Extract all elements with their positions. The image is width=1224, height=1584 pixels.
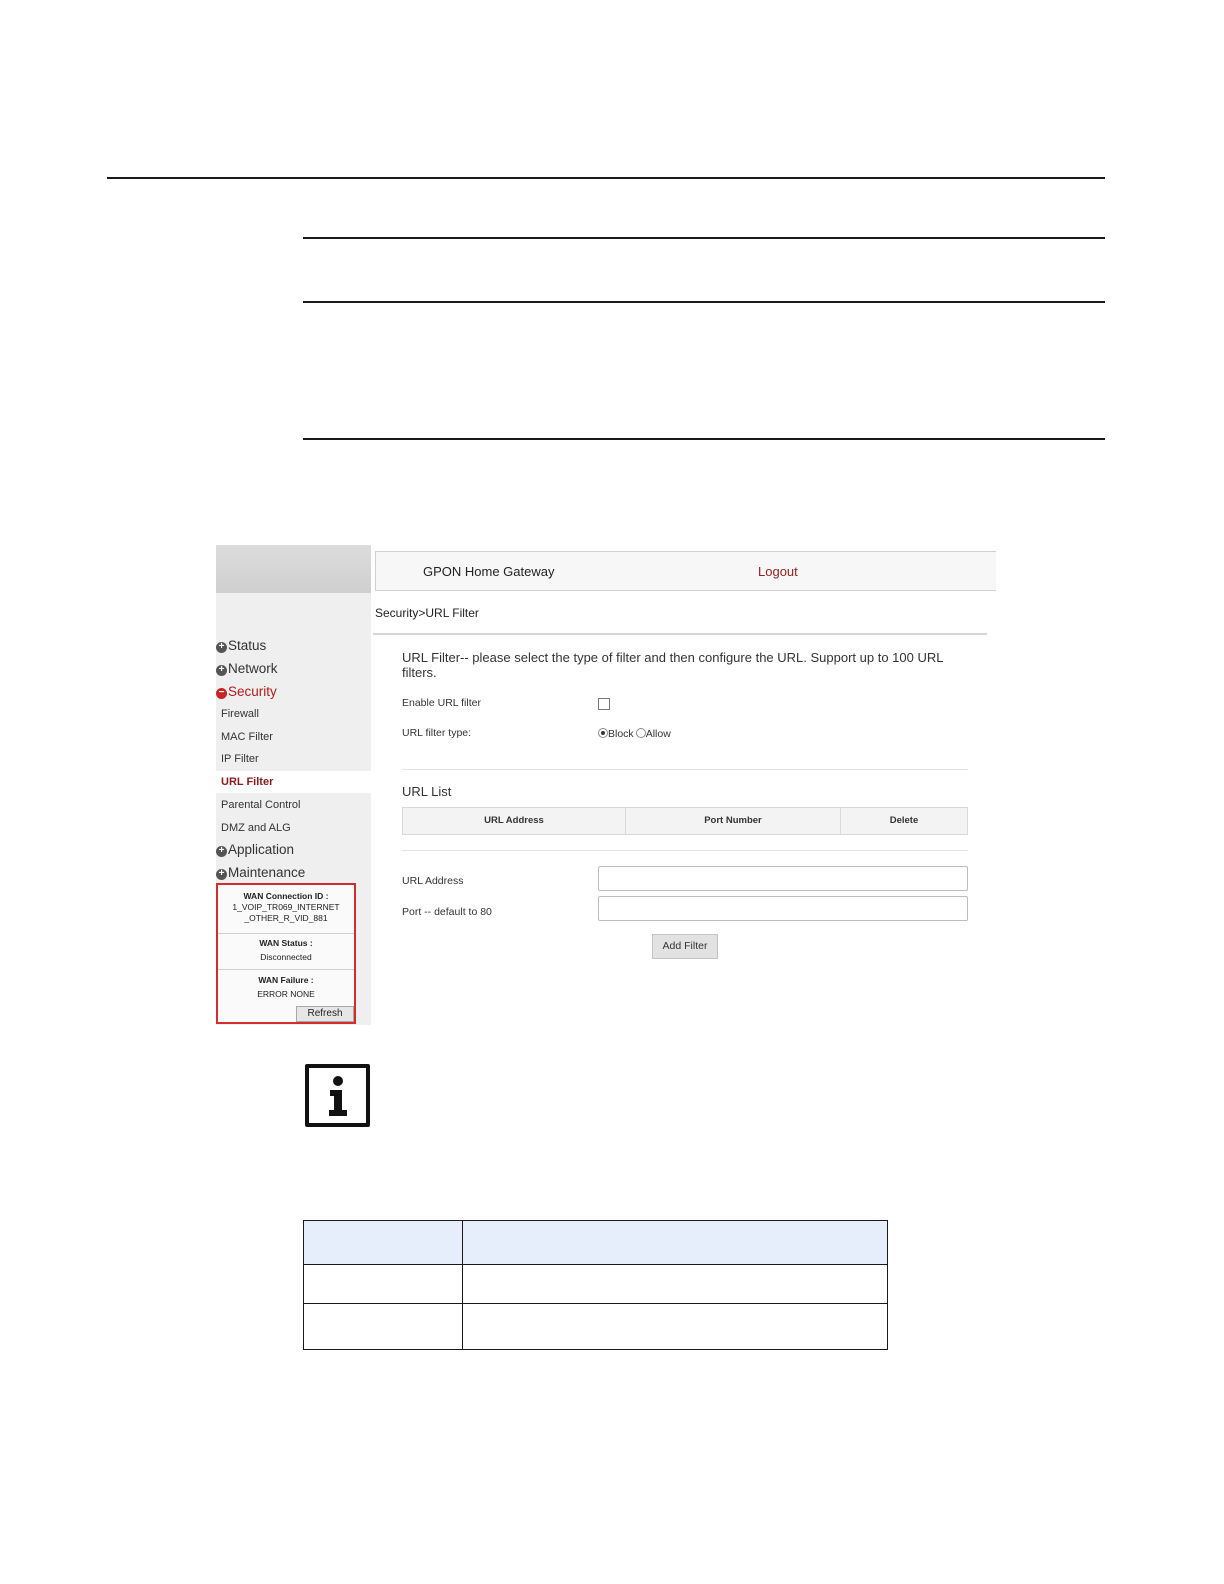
divider xyxy=(402,850,968,851)
breadcrumb-divider xyxy=(373,633,987,635)
column-delete: Delete xyxy=(889,815,919,826)
note-rule-top xyxy=(303,237,1105,239)
block-radio-label: Block xyxy=(608,728,634,740)
wan-status-label: WAN Status : xyxy=(259,938,313,948)
nav-ip-filter[interactable]: IP Filter xyxy=(221,753,259,765)
sidebar-header xyxy=(216,545,371,593)
allow-radio[interactable] xyxy=(636,728,646,738)
table-header-cell xyxy=(462,1220,888,1265)
info-icon xyxy=(305,1064,370,1127)
info-glyph xyxy=(309,1068,366,1123)
app-title: GPON Home Gateway xyxy=(423,564,555,579)
column-port-number: Port Number xyxy=(626,808,841,834)
port-input[interactable] xyxy=(598,896,968,921)
nav-firewall[interactable]: Firewall xyxy=(221,708,259,720)
url-filter-type-radios xyxy=(598,728,671,740)
refresh-button[interactable]: Refresh xyxy=(296,1006,354,1022)
allow-radio-label: Allow xyxy=(645,728,671,740)
table-cell xyxy=(462,1264,888,1304)
url-filter-type-label: URL filter type: xyxy=(402,727,472,739)
enable-url-filter-label: Enable URL filter xyxy=(402,697,481,709)
top-bar xyxy=(375,551,996,591)
minus-icon: − xyxy=(216,688,227,699)
wan-status-value: Disconnected xyxy=(260,952,312,962)
wan-status-box xyxy=(216,883,356,1024)
breadcrumb: Security>URL Filter xyxy=(375,606,479,620)
url-address-input[interactable] xyxy=(598,866,968,891)
nav-mac-filter[interactable]: MAC Filter xyxy=(221,731,273,743)
nav-url-filter[interactable]: URL Filter xyxy=(216,771,371,793)
table-cell xyxy=(303,1264,463,1304)
plus-icon: + xyxy=(216,869,227,880)
table-cell xyxy=(303,1303,463,1350)
note-rule-bottom xyxy=(303,438,1105,440)
wan-failure-label: WAN Failure : xyxy=(258,975,314,985)
nav-dmz-alg[interactable]: DMZ and ALG xyxy=(221,822,291,834)
add-filter-button[interactable]: Add Filter xyxy=(652,934,718,959)
plus-icon: + xyxy=(216,846,227,857)
divider xyxy=(218,969,354,970)
note-rule-middle xyxy=(303,301,1105,303)
table-header-cell xyxy=(303,1220,463,1265)
sidebar xyxy=(216,545,371,1025)
header-rule xyxy=(107,177,1105,179)
nav-status-label: Status xyxy=(228,638,267,653)
table-cell xyxy=(462,1303,888,1350)
nav-parental-control[interactable]: Parental Control xyxy=(221,799,301,811)
plus-icon: + xyxy=(216,642,227,653)
block-radio[interactable] xyxy=(598,728,608,738)
nav-application-label: Application xyxy=(228,842,295,857)
nav-application[interactable] xyxy=(216,840,294,860)
wan-connection xyxy=(218,891,354,924)
nav-maintenance[interactable] xyxy=(216,863,305,883)
divider xyxy=(402,769,968,770)
wan-connection-value-2: _OTHER_R_VID_881 xyxy=(244,913,328,923)
wan-failure xyxy=(218,975,354,1000)
nav-security-label: Security xyxy=(228,684,277,699)
url-address-label: URL Address xyxy=(402,875,464,887)
nav-status[interactable] xyxy=(216,636,266,656)
url-filter-intro: URL Filter-- please select the type of filter and then configure the URL. Support up to 100 URL filters. xyxy=(402,650,943,680)
plus-icon: + xyxy=(216,665,227,676)
url-list-title: URL List xyxy=(402,784,452,799)
wan-connection-label: WAN Connection ID : xyxy=(243,891,329,901)
parameter-table xyxy=(303,1220,888,1350)
logout-link[interactable]: Logout xyxy=(758,564,798,579)
gateway-screenshot xyxy=(216,545,996,1025)
url-list-table xyxy=(402,807,968,835)
nav-network[interactable] xyxy=(216,659,278,679)
nav-maintenance-label: Maintenance xyxy=(228,865,306,880)
divider xyxy=(218,933,354,934)
port-label: Port -- default to 80 xyxy=(402,906,492,918)
wan-failure-value: ERROR NONE xyxy=(257,989,315,999)
enable-url-filter-checkbox[interactable] xyxy=(598,698,610,710)
wan-status xyxy=(218,938,354,963)
nav-security[interactable] xyxy=(216,682,277,702)
nav-network-label: Network xyxy=(228,661,278,676)
column-url-address: URL Address xyxy=(403,808,626,834)
wan-connection-value-1: 1_VOIP_TR069_INTERNET xyxy=(232,902,340,912)
